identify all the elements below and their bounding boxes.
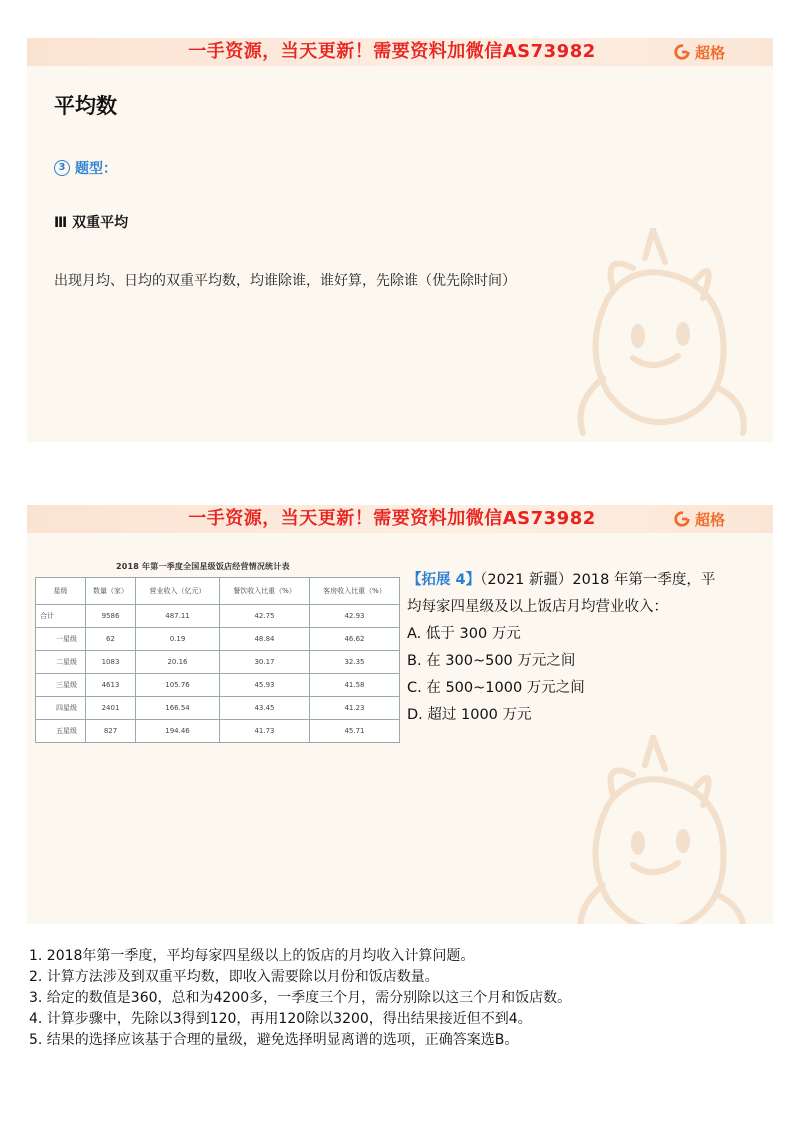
table-cell: 41.58 bbox=[310, 674, 400, 697]
table-cell: 194.46 bbox=[136, 720, 220, 743]
slide-average-intro bbox=[27, 38, 773, 442]
table-header-row bbox=[36, 578, 400, 605]
table-cell: 30.17 bbox=[220, 651, 310, 674]
brand-name: 超格 bbox=[694, 510, 725, 529]
brand-logo bbox=[673, 509, 725, 529]
table-row bbox=[36, 674, 400, 697]
table-cell: 1083 bbox=[86, 651, 136, 674]
slide-extension-question bbox=[27, 505, 773, 924]
list-item: 4. 计算步骤中，先除以3得到120，再用120除以3200，得出结果接近但不到4。 bbox=[29, 1011, 532, 1027]
option-b: B. 在 300~500 万元之间 bbox=[407, 653, 576, 669]
question-tag: 【拓展 4】 bbox=[407, 572, 481, 588]
list-item: 3. 给定的数值是360，总和为4200多，一季度三个月，需分别除以这三个月和饭店数。 bbox=[29, 990, 572, 1006]
table-cell: 105.76 bbox=[136, 674, 220, 697]
table-row bbox=[36, 628, 400, 651]
subtitle: Ⅲ 双重平均 bbox=[54, 215, 129, 231]
table-cell: 166.54 bbox=[136, 697, 220, 720]
table-cell: 43.45 bbox=[220, 697, 310, 720]
table-cell: 2401 bbox=[86, 697, 136, 720]
option-a: A. 低于 300 万元 bbox=[407, 626, 521, 642]
banner-text: 一手资源，当天更新！需要资料加微信AS73982 bbox=[188, 41, 596, 62]
table-cell: 42.75 bbox=[220, 605, 310, 628]
table-header-cell: 营业收入（亿元） bbox=[136, 578, 220, 605]
table-header-cell: 数量（家） bbox=[86, 578, 136, 605]
table-row bbox=[36, 720, 400, 743]
question-stem-line2: 均每家四星级及以上饭店月均营业收入： bbox=[407, 599, 668, 615]
resource-banner bbox=[27, 38, 773, 66]
table-header-cell: 客房收入比重（%） bbox=[310, 578, 400, 605]
section-type-heading bbox=[54, 158, 117, 178]
table-cell: 46.62 bbox=[310, 628, 400, 651]
table-cell: 45.71 bbox=[310, 720, 400, 743]
solution-notes bbox=[29, 946, 774, 1051]
table-cell: 二星级 bbox=[36, 651, 86, 674]
table-cell: 45.93 bbox=[220, 674, 310, 697]
table-header-cell: 星级 bbox=[36, 578, 86, 605]
table-cell: 48.84 bbox=[220, 628, 310, 651]
table-cell: 42.93 bbox=[310, 605, 400, 628]
table-cell: 一星级 bbox=[36, 628, 86, 651]
table-row bbox=[36, 605, 400, 628]
unicorn-mascot-icon bbox=[553, 735, 763, 924]
table-cell: 合计 bbox=[36, 605, 86, 628]
table-cell: 41.73 bbox=[220, 720, 310, 743]
table-caption: 2018 年第一季度全国星级饭店经营情况统计表 bbox=[116, 562, 290, 571]
hotel-stats-table bbox=[35, 577, 400, 743]
table-cell: 4613 bbox=[86, 674, 136, 697]
list-item: 1. 2018年第一季度，平均每家四星级以上的饭店的月均收入计算问题。 bbox=[29, 948, 475, 964]
table-row bbox=[36, 697, 400, 720]
brand-g-icon bbox=[673, 43, 691, 61]
list-item: 5. 结果的选择应该基于合理的量级，避免选择明显离谱的选项，正确答案选B。 bbox=[29, 1032, 519, 1048]
banner-text: 一手资源，当天更新！需要资料加微信AS73982 bbox=[188, 508, 596, 529]
option-c: C. 在 500~1000 万元之间 bbox=[407, 680, 585, 696]
resource-banner bbox=[27, 505, 773, 533]
circled-number-icon: 3 bbox=[54, 160, 70, 176]
table-cell: 41.23 bbox=[310, 697, 400, 720]
question-stem-line1 bbox=[407, 567, 757, 594]
question-stem-text: （2021 新疆）2018 年第一季度，平 bbox=[480, 572, 716, 588]
type-label: 题型： bbox=[75, 161, 117, 177]
table-cell: 487.11 bbox=[136, 605, 220, 628]
table-cell: 32.35 bbox=[310, 651, 400, 674]
page-title: 平均数 bbox=[54, 94, 117, 118]
brand-name: 超格 bbox=[694, 43, 725, 62]
table-cell: 827 bbox=[86, 720, 136, 743]
table-header-cell: 餐饮收入比重（%） bbox=[220, 578, 310, 605]
table-cell: 五星级 bbox=[36, 720, 86, 743]
table-cell: 20.16 bbox=[136, 651, 220, 674]
description: 出现月均、日均的双重平均数，均谁除谁，谁好算，先除谁（优先除时间） bbox=[54, 273, 516, 289]
table-cell: 四星级 bbox=[36, 697, 86, 720]
table-cell: 0.19 bbox=[136, 628, 220, 651]
table-row bbox=[36, 651, 400, 674]
table-cell: 62 bbox=[86, 628, 136, 651]
table-cell: 三星级 bbox=[36, 674, 86, 697]
list-item: 2. 计算方法涉及到双重平均数，即收入需要除以月份和饭店数量。 bbox=[29, 969, 439, 985]
unicorn-mascot-icon bbox=[553, 228, 763, 442]
table-cell: 9586 bbox=[86, 605, 136, 628]
brand-g-icon bbox=[673, 510, 691, 528]
brand-logo bbox=[673, 42, 725, 62]
option-d: D. 超过 1000 万元 bbox=[407, 707, 532, 723]
question-block bbox=[407, 567, 757, 729]
